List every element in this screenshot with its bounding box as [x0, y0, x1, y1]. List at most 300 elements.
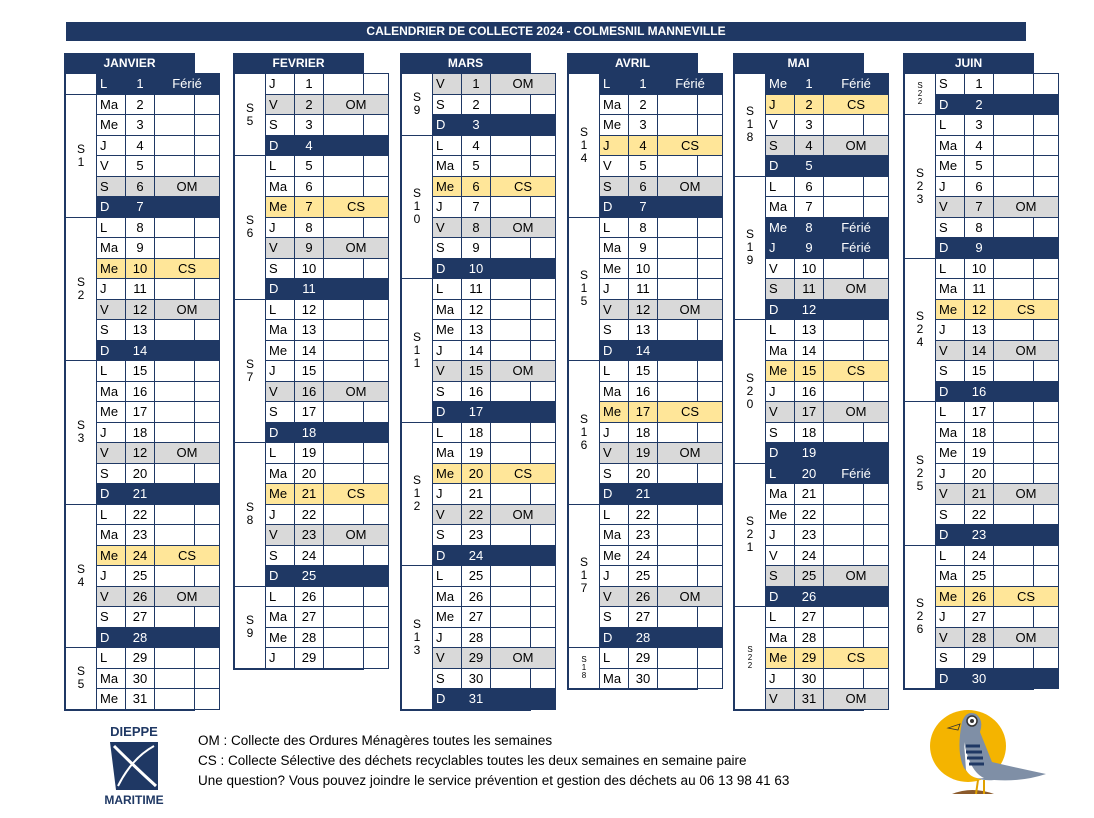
- collection-tag: [154, 155, 220, 177]
- day-of-week: D: [265, 565, 295, 587]
- day-number: 12: [125, 442, 155, 464]
- day-row: [266, 320, 389, 341]
- day-number: 11: [794, 278, 824, 300]
- day-row: [936, 402, 1059, 423]
- day-number: 10: [294, 258, 324, 280]
- collection-tag: [993, 524, 1059, 546]
- day-of-week: D: [765, 586, 795, 608]
- day-of-week: S: [265, 401, 295, 423]
- day-number: 25: [461, 565, 491, 587]
- day-row: [600, 218, 723, 239]
- day-number: 27: [294, 606, 324, 628]
- collection-tag: OM: [323, 94, 389, 116]
- day-row: [766, 566, 889, 587]
- day-row: [433, 566, 556, 587]
- collection-tag: CS: [823, 647, 889, 669]
- week-label: [568, 73, 600, 218]
- week-label: [401, 278, 433, 423]
- day-number: 6: [461, 176, 491, 198]
- day-of-week: V: [432, 73, 462, 95]
- week-number: S 6: [245, 213, 254, 241]
- day-number: 14: [125, 340, 155, 362]
- collection-tag: [323, 340, 389, 362]
- collection-tag: [823, 545, 889, 567]
- collection-tag: [154, 524, 220, 546]
- day-number: 28: [125, 627, 155, 649]
- collection-tag: [993, 114, 1059, 136]
- day-of-week: S: [599, 606, 629, 628]
- day-number: 8: [964, 217, 994, 239]
- day-of-week: D: [432, 545, 462, 567]
- day-of-week: D: [765, 155, 795, 177]
- day-of-week: Ma: [765, 627, 795, 649]
- day-number: 4: [294, 135, 324, 157]
- day-of-week: Me: [765, 73, 795, 95]
- day-number: 20: [794, 463, 824, 485]
- day-of-week: Me: [599, 258, 629, 280]
- week-label: [234, 155, 266, 300]
- day-number: 8: [461, 217, 491, 239]
- day-number: 26: [628, 586, 658, 608]
- week-label: [904, 258, 936, 403]
- day-of-week: S: [432, 94, 462, 116]
- day-of-week: J: [96, 278, 126, 300]
- day-row: [766, 156, 889, 177]
- day-number: 2: [294, 94, 324, 116]
- day-of-week: Ma: [599, 381, 629, 403]
- day-number: 29: [294, 647, 324, 669]
- day-of-week: Me: [432, 463, 462, 485]
- day-row: [433, 238, 556, 259]
- day-row: [97, 587, 220, 608]
- collection-tag: OM: [154, 176, 220, 198]
- day-row: [936, 628, 1059, 649]
- week-label: [234, 442, 266, 587]
- day-row: [97, 177, 220, 198]
- day-of-week: Me: [432, 319, 462, 341]
- day-row: [936, 648, 1059, 669]
- collection-tag: [154, 627, 220, 649]
- collection-tag: [154, 196, 220, 218]
- day-number: 7: [294, 196, 324, 218]
- day-of-week: S: [935, 217, 965, 239]
- collection-tag: [657, 237, 723, 259]
- day-of-week: D: [432, 114, 462, 136]
- collection-tag: [657, 504, 723, 526]
- day-row: [266, 648, 389, 669]
- day-number: 27: [461, 606, 491, 628]
- day-of-week: Me: [265, 340, 295, 362]
- legend-cs: CS : Collecte Sélective des déchets recyclables toutes les deux semaines en semaine paire: [198, 753, 747, 768]
- collection-tag: [323, 545, 389, 567]
- day-row: [97, 279, 220, 300]
- day-number: 14: [794, 340, 824, 362]
- day-number: 26: [461, 586, 491, 608]
- week-number: S 1 6: [579, 411, 588, 452]
- day-of-week: Ma: [765, 196, 795, 218]
- collection-tag: [993, 360, 1059, 382]
- day-of-week: Me: [265, 627, 295, 649]
- day-of-week: S: [96, 319, 126, 341]
- month-juin: [903, 53, 1037, 690]
- day-of-week: Ma: [96, 94, 126, 116]
- collection-tag: [154, 565, 220, 587]
- day-of-week: J: [765, 668, 795, 690]
- collection-tag: [993, 237, 1059, 259]
- day-number: 20: [628, 463, 658, 485]
- day-row: [433, 382, 556, 403]
- collection-tag: CS: [154, 258, 220, 280]
- day-row: [433, 689, 556, 710]
- day-of-week: L: [96, 647, 126, 669]
- day-of-week: V: [96, 299, 126, 321]
- day-number: 21: [294, 483, 324, 505]
- day-row: [936, 177, 1059, 198]
- day-row: [433, 669, 556, 690]
- day-number: 13: [628, 319, 658, 341]
- collection-tag: [154, 483, 220, 505]
- day-row: [433, 505, 556, 526]
- day-of-week: S: [96, 606, 126, 628]
- day-of-week: D: [935, 94, 965, 116]
- day-row: [936, 484, 1059, 505]
- day-of-week: V: [765, 401, 795, 423]
- collection-tag: [823, 483, 889, 505]
- day-row: [936, 156, 1059, 177]
- day-of-week: Me: [96, 688, 126, 710]
- day-row: [766, 546, 889, 567]
- week-number: S 2 4: [915, 309, 924, 350]
- day-of-week: D: [96, 627, 126, 649]
- collection-tag: [993, 606, 1059, 628]
- day-row: [97, 669, 220, 690]
- day-of-week: Ma: [599, 668, 629, 690]
- day-number: 5: [628, 155, 658, 177]
- day-number: 7: [125, 196, 155, 218]
- day-row: [766, 628, 889, 649]
- day-row: [433, 259, 556, 280]
- collection-tag: [657, 627, 723, 649]
- week-label: [568, 217, 600, 362]
- collection-tag: [323, 360, 389, 382]
- day-of-week: L: [96, 73, 126, 95]
- collection-tag: [154, 688, 220, 710]
- collection-tag: [490, 340, 556, 362]
- day-of-week: D: [96, 340, 126, 362]
- day-of-week: Me: [935, 442, 965, 464]
- day-of-week: J: [599, 565, 629, 587]
- day-of-week: S: [765, 135, 795, 157]
- collection-tag: [154, 381, 220, 403]
- day-row: [266, 382, 389, 403]
- day-number: 23: [628, 524, 658, 546]
- day-of-week: Ma: [599, 524, 629, 546]
- day-number: 14: [628, 340, 658, 362]
- day-row: [600, 238, 723, 259]
- day-number: 13: [794, 319, 824, 341]
- day-of-week: S: [599, 176, 629, 198]
- day-of-week: Ma: [96, 237, 126, 259]
- day-of-week: Me: [935, 155, 965, 177]
- day-number: 14: [294, 340, 324, 362]
- week-label: [734, 606, 766, 710]
- day-number: 5: [794, 155, 824, 177]
- day-row: [97, 320, 220, 341]
- collection-tag: [490, 606, 556, 628]
- week-label: [65, 647, 97, 710]
- day-of-week: J: [432, 483, 462, 505]
- day-number: 19: [964, 442, 994, 464]
- day-row: [936, 300, 1059, 321]
- day-of-week: J: [765, 94, 795, 116]
- day-number: 14: [461, 340, 491, 362]
- day-number: 13: [964, 319, 994, 341]
- collection-tag: Férié: [823, 73, 889, 95]
- day-number: 15: [964, 360, 994, 382]
- day-row: [766, 689, 889, 710]
- collection-tag: OM: [490, 360, 556, 382]
- day-row: [936, 341, 1059, 362]
- day-number: 17: [628, 401, 658, 423]
- day-of-week: S: [935, 647, 965, 669]
- day-row: [97, 505, 220, 526]
- day-number: 30: [964, 668, 994, 690]
- day-of-week: S: [432, 524, 462, 546]
- day-of-week: V: [935, 340, 965, 362]
- day-number: 6: [125, 176, 155, 198]
- day-of-week: S: [935, 360, 965, 382]
- day-row: [766, 607, 889, 628]
- collection-tag: [993, 381, 1059, 403]
- collection-tag: OM: [490, 73, 556, 95]
- month-mars: [400, 53, 534, 711]
- collection-tag: [490, 155, 556, 177]
- collection-tag: [993, 565, 1059, 587]
- day-row: [600, 505, 723, 526]
- day-row: [600, 628, 723, 649]
- day-number: 19: [628, 442, 658, 464]
- day-row: [433, 607, 556, 628]
- day-row: [600, 607, 723, 628]
- day-row: [936, 423, 1059, 444]
- day-of-week: Ma: [599, 237, 629, 259]
- day-row: [433, 402, 556, 423]
- collection-tag: [490, 545, 556, 567]
- collection-tag: [490, 524, 556, 546]
- day-of-week: D: [96, 483, 126, 505]
- day-number: 3: [794, 114, 824, 136]
- collection-tag: [490, 258, 556, 280]
- day-row: [936, 525, 1059, 546]
- legend-om: OM : Collecte des Ordures Ménagères toutes les semaines: [198, 733, 553, 748]
- day-row: [433, 341, 556, 362]
- day-of-week: V: [432, 360, 462, 382]
- day-of-week: J: [599, 278, 629, 300]
- day-number: 27: [628, 606, 658, 628]
- collection-tag: [490, 135, 556, 157]
- day-of-week: D: [96, 196, 126, 218]
- day-of-week: J: [96, 422, 126, 444]
- collection-tag: [154, 401, 220, 423]
- week-label: [734, 176, 766, 321]
- day-of-week: V: [96, 155, 126, 177]
- day-of-week: S: [765, 278, 795, 300]
- day-of-week: V: [765, 114, 795, 136]
- day-number: 8: [794, 217, 824, 239]
- day-row: [97, 689, 220, 710]
- day-number: 11: [964, 278, 994, 300]
- collection-tag: [657, 463, 723, 485]
- collection-tag: OM: [657, 586, 723, 608]
- day-number: 10: [628, 258, 658, 280]
- collection-tag: [323, 401, 389, 423]
- day-row: [766, 259, 889, 280]
- day-number: 29: [964, 647, 994, 669]
- collection-tag: [323, 155, 389, 177]
- day-number: 24: [628, 545, 658, 567]
- week-label: [65, 360, 97, 505]
- week-number: S 1 5: [579, 268, 588, 309]
- day-number: 28: [628, 627, 658, 649]
- day-row: [433, 279, 556, 300]
- week-label: [904, 73, 936, 115]
- collection-tag: [823, 586, 889, 608]
- month-days: [568, 74, 705, 689]
- collection-tag: [657, 647, 723, 669]
- day-number: 9: [125, 237, 155, 259]
- collection-tag: [993, 442, 1059, 464]
- day-row: [266, 628, 389, 649]
- day-number: 17: [794, 401, 824, 423]
- collection-tag: [993, 94, 1059, 116]
- dieppe-maritime-logo: [96, 724, 172, 808]
- day-row: [433, 115, 556, 136]
- day-row: [433, 587, 556, 608]
- collection-tag: [323, 258, 389, 280]
- day-number: 6: [628, 176, 658, 198]
- day-of-week: L: [765, 606, 795, 628]
- day-row: [97, 136, 220, 157]
- day-of-week: L: [765, 463, 795, 485]
- day-number: 2: [964, 94, 994, 116]
- day-number: 3: [294, 114, 324, 136]
- collection-tag: OM: [823, 401, 889, 423]
- day-of-week: Ma: [96, 668, 126, 690]
- collection-tag: [490, 586, 556, 608]
- day-row: [97, 566, 220, 587]
- day-of-week: D: [265, 278, 295, 300]
- day-row: [936, 382, 1059, 403]
- week-label: [734, 73, 766, 177]
- day-number: 18: [461, 422, 491, 444]
- day-number: 15: [628, 360, 658, 382]
- day-of-week: J: [265, 217, 295, 239]
- week-label: [234, 586, 266, 669]
- day-row: [600, 566, 723, 587]
- week-label: [568, 647, 600, 689]
- day-number: 18: [294, 422, 324, 444]
- week-label: [401, 73, 433, 136]
- day-row: [936, 566, 1059, 587]
- day-row: [433, 525, 556, 546]
- collection-tag: [490, 278, 556, 300]
- day-of-week: Ma: [432, 442, 462, 464]
- day-row: [766, 443, 889, 464]
- collection-tag: CS: [657, 401, 723, 423]
- day-number: 5: [964, 155, 994, 177]
- day-row: [433, 320, 556, 341]
- day-number: 25: [125, 565, 155, 587]
- day-row: [266, 115, 389, 136]
- day-number: 9: [628, 237, 658, 259]
- collection-tag: OM: [490, 647, 556, 669]
- week-number: S 2: [76, 274, 85, 302]
- day-number: 25: [294, 565, 324, 587]
- day-of-week: Ma: [935, 135, 965, 157]
- day-row: [433, 177, 556, 198]
- day-row: [936, 361, 1059, 382]
- day-number: 20: [294, 463, 324, 485]
- day-of-week: J: [599, 422, 629, 444]
- day-of-week: Ma: [935, 278, 965, 300]
- day-row: [936, 320, 1059, 341]
- day-number: 30: [461, 668, 491, 690]
- day-row: [766, 177, 889, 198]
- collection-tag: [323, 422, 389, 444]
- day-row: [936, 259, 1059, 280]
- collection-tag: [323, 114, 389, 136]
- day-of-week: V: [265, 237, 295, 259]
- collection-tag: OM: [154, 299, 220, 321]
- day-number: 16: [294, 381, 324, 403]
- collection-tag: Férié: [823, 217, 889, 239]
- day-of-week: S: [265, 114, 295, 136]
- day-number: 8: [294, 217, 324, 239]
- collection-tag: CS: [993, 299, 1059, 321]
- day-row: [266, 177, 389, 198]
- legend-contact: Une question? Vous pouvez joindre le service prévention et gestion des déchets au 06 13 98 41 63: [198, 773, 790, 788]
- day-of-week: Me: [935, 299, 965, 321]
- day-row: [97, 156, 220, 177]
- collection-tag: [490, 688, 556, 710]
- month-days: [65, 74, 202, 710]
- collection-tag: [993, 176, 1059, 198]
- collection-tag: [490, 381, 556, 403]
- week-number: S 2 6: [915, 596, 924, 637]
- day-row: [97, 607, 220, 628]
- collection-tag: Férié: [154, 73, 220, 95]
- week-label: [234, 73, 266, 156]
- day-row: [433, 628, 556, 649]
- day-row: [766, 115, 889, 136]
- month-header: JANVIER: [65, 54, 194, 74]
- day-number: 12: [294, 299, 324, 321]
- collection-tag: OM: [993, 196, 1059, 218]
- day-row: [433, 300, 556, 321]
- collection-tag: [993, 668, 1059, 690]
- day-row: [266, 279, 389, 300]
- collection-tag: [154, 340, 220, 362]
- collection-tag: [323, 463, 389, 485]
- day-of-week: D: [935, 668, 965, 690]
- day-row: [97, 218, 220, 239]
- day-row: [766, 464, 889, 485]
- collection-tag: [323, 647, 389, 669]
- collection-tag: CS: [154, 545, 220, 567]
- day-number: 1: [628, 73, 658, 95]
- day-row: [97, 546, 220, 567]
- day-row: [600, 341, 723, 362]
